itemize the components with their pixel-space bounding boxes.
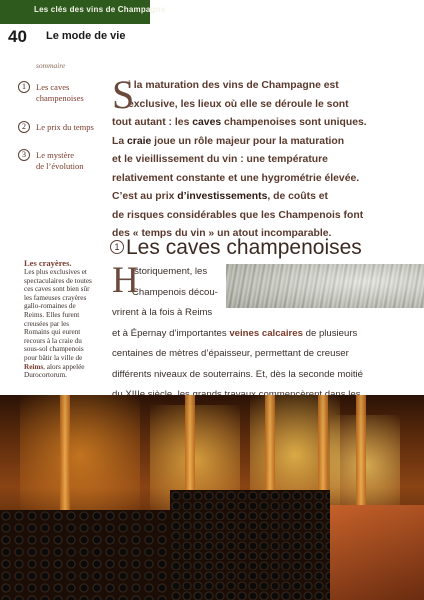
toc-number: 1 (18, 81, 30, 93)
sidebar-line: gallo-romaines de (24, 302, 76, 311)
intro-line: de risques considérables que les Champenois font (112, 209, 364, 221)
body-line: centaines de mètres d’épaisseur, permettant de creuser (112, 348, 349, 359)
sidebar-reims: Reims (24, 362, 44, 371)
sidebar-line: pour bâtir la ville de (24, 353, 83, 362)
sidebar-line: Les plus exclusives et (24, 268, 87, 276)
chapter-number: 1 (110, 240, 124, 254)
sidebar-line: Reims. Elles furent (24, 310, 80, 319)
body-line: et à Épernay d’importantes veines calcaires de plusieurs (112, 327, 358, 339)
intro-line: et le vieillissement du vin : une température (112, 154, 328, 165)
body-line: différents niveaux de souterrains. Et, dès la seconde moitié (112, 368, 364, 380)
body-line: istoriquement, les (132, 266, 208, 277)
chapter-title: Les caves champenoises (126, 236, 362, 259)
sidebar-line: sous-sol champenois (24, 345, 84, 354)
toc-number: 3 (18, 149, 30, 161)
toc-label: Les caves champenoises (36, 82, 84, 103)
intro-line: La craie joue un rôle majeur pour la maturation (112, 135, 345, 147)
body-drop-cap: H (112, 260, 139, 301)
sidebar-note (24, 258, 104, 380)
body-line: vrirent à la fois à Reims (112, 307, 213, 318)
toc-label: Le prix du temps (36, 122, 94, 132)
toc-label: Le mystère de l’évolution (36, 150, 84, 171)
intro-line: relativement constante et une hygrométrie élevée. (112, 172, 360, 184)
cellar-photo (0, 395, 424, 600)
intro-paragraph (112, 72, 420, 244)
bottle-rack (170, 490, 330, 600)
page-number: 40 (8, 27, 27, 46)
section-title: Le mode de vie (46, 30, 126, 42)
body-line: Champenois décou- (132, 286, 218, 298)
sidebar-line: creusées par les (24, 319, 70, 328)
intro-drop-cap: S (112, 72, 135, 117)
sidebar-line: Romains qui eurent (24, 328, 81, 337)
sidebar-line: Durocortorum. (24, 371, 67, 380)
sidebar-line: les fameuses crayères (24, 293, 87, 302)
intro-line: C’est au prix d’investissements, de coûts et (112, 191, 328, 202)
intro-line: exclusive, les lieux où elle se déroule le sont (128, 98, 349, 110)
sidebar-title: Les crayères. (24, 258, 72, 268)
sidebar-line: ces caves sont bien sûr (24, 285, 90, 294)
sidebar-line: spectaculaires de toutes (24, 276, 92, 285)
sidebar-line: recours à la craie du (24, 336, 82, 345)
header-band (0, 0, 166, 24)
sommaire-title: sommaire (36, 61, 66, 70)
intro-line: des « temps du vin » un atout incomparable. (112, 228, 332, 239)
header-band-text: Les clés des vins de Champagne (34, 5, 166, 14)
sidebar-line: Reims, alors appelée (24, 362, 85, 371)
toc-number: 2 (18, 121, 30, 133)
body-paragraph (112, 262, 420, 406)
intro-line: i la maturation des vins de Champagne est (128, 80, 339, 91)
intro-line: tout autant : les caves champenoises sont uniques. (112, 117, 367, 128)
